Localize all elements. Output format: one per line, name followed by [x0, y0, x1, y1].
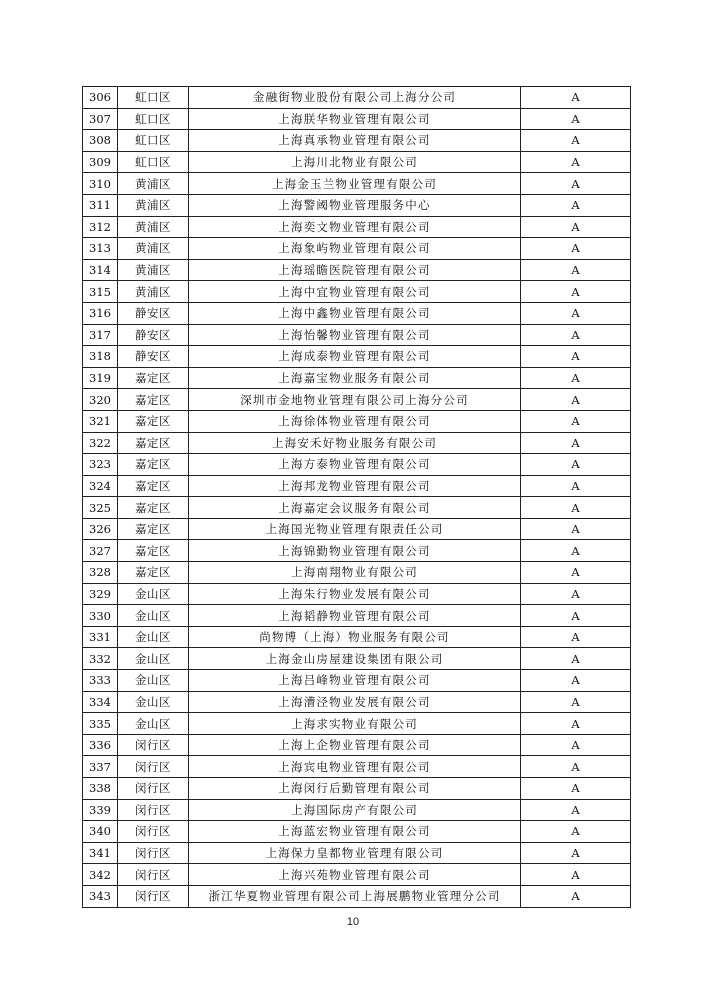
company-name-cell: 上海蓝宏物业管理有限公司	[189, 821, 521, 843]
district-cell: 嘉定区	[118, 389, 189, 411]
grade-cell: A	[521, 302, 631, 324]
district-cell: 虹口区	[118, 151, 189, 173]
table-row	[83, 367, 631, 389]
table-row	[83, 713, 631, 735]
table-row	[83, 194, 631, 216]
grade-cell: A	[521, 108, 631, 130]
company-name-cell: 上海求实物业有限公司	[189, 713, 521, 735]
row-number-cell: 338	[83, 778, 118, 800]
table-row	[83, 130, 631, 152]
district-cell: 金山区	[118, 605, 189, 627]
district-cell: 金山区	[118, 583, 189, 605]
table-row	[83, 475, 631, 497]
grade-cell: A	[521, 367, 631, 389]
rating-table	[82, 86, 631, 908]
table-row	[83, 281, 631, 303]
grade-cell: A	[521, 324, 631, 346]
company-name-cell: 上海真承物业管理有限公司	[189, 130, 521, 152]
row-number-cell: 311	[83, 194, 118, 216]
table-row	[83, 799, 631, 821]
company-name-cell: 上海警阈物业管理服务中心	[189, 194, 521, 216]
grade-cell: A	[521, 778, 631, 800]
district-cell: 黄浦区	[118, 238, 189, 260]
row-number-cell: 329	[83, 583, 118, 605]
grade-cell: A	[521, 87, 631, 109]
row-number-cell: 316	[83, 302, 118, 324]
company-name-cell: 上海安禾好物业服务有限公司	[189, 432, 521, 454]
row-number-cell: 332	[83, 648, 118, 670]
row-number-cell: 326	[83, 518, 118, 540]
grade-cell: A	[521, 389, 631, 411]
district-cell: 闵行区	[118, 778, 189, 800]
row-number-cell: 307	[83, 108, 118, 130]
row-number-cell: 327	[83, 540, 118, 562]
grade-cell: A	[521, 173, 631, 195]
grade-cell: A	[521, 842, 631, 864]
grade-cell: A	[521, 259, 631, 281]
grade-cell: A	[521, 626, 631, 648]
district-cell: 嘉定区	[118, 454, 189, 476]
row-number-cell: 319	[83, 367, 118, 389]
company-name-cell: 上海嘉宝物业服务有限公司	[189, 367, 521, 389]
row-number-cell: 306	[83, 87, 118, 109]
table-row	[83, 302, 631, 324]
company-name-cell: 上海嘉定会议服务有限公司	[189, 497, 521, 519]
district-cell: 闵行区	[118, 821, 189, 843]
district-cell: 黄浦区	[118, 259, 189, 281]
table-row	[83, 259, 631, 281]
row-number-cell: 322	[83, 432, 118, 454]
row-number-cell: 328	[83, 562, 118, 584]
grade-cell: A	[521, 454, 631, 476]
district-cell: 嘉定区	[118, 518, 189, 540]
table-row	[83, 216, 631, 238]
district-cell: 闵行区	[118, 734, 189, 756]
table-row	[83, 432, 631, 454]
grade-cell: A	[521, 281, 631, 303]
company-name-cell: 上海中鑫物业管理有限公司	[189, 302, 521, 324]
row-number-cell: 324	[83, 475, 118, 497]
grade-cell: A	[521, 648, 631, 670]
table-row	[83, 454, 631, 476]
table-row	[83, 87, 631, 109]
grade-cell: A	[521, 734, 631, 756]
district-cell: 嘉定区	[118, 410, 189, 432]
table-row	[83, 648, 631, 670]
grade-cell: A	[521, 885, 631, 907]
company-name-cell: 上海闵行后勤管理有限公司	[189, 778, 521, 800]
company-name-cell: 深圳市金地物业管理有限公司上海分公司	[189, 389, 521, 411]
company-name-cell: 上海吕峰物业管理有限公司	[189, 670, 521, 692]
district-cell: 闵行区	[118, 756, 189, 778]
company-name-cell: 上海方泰物业管理有限公司	[189, 454, 521, 476]
row-number-cell: 313	[83, 238, 118, 260]
table-row	[83, 583, 631, 605]
district-cell: 静安区	[118, 324, 189, 346]
company-name-cell: 上海川北物业有限公司	[189, 151, 521, 173]
district-cell: 嘉定区	[118, 562, 189, 584]
company-name-cell: 上海成泰物业管理有限公司	[189, 346, 521, 368]
row-number-cell: 317	[83, 324, 118, 346]
row-number-cell: 314	[83, 259, 118, 281]
grade-cell: A	[521, 432, 631, 454]
grade-cell: A	[521, 346, 631, 368]
company-name-cell: 金融街物业股份有限公司上海分公司	[189, 87, 521, 109]
grade-cell: A	[521, 670, 631, 692]
district-cell: 金山区	[118, 691, 189, 713]
grade-cell: A	[521, 756, 631, 778]
grade-cell: A	[521, 194, 631, 216]
company-name-cell: 上海宾电物业管理有限公司	[189, 756, 521, 778]
company-name-cell: 上海怡馨物业管理有限公司	[189, 324, 521, 346]
district-cell: 静安区	[118, 302, 189, 324]
row-number-cell: 336	[83, 734, 118, 756]
rating-table-body	[83, 87, 631, 908]
row-number-cell: 312	[83, 216, 118, 238]
row-number-cell: 310	[83, 173, 118, 195]
table-row	[83, 410, 631, 432]
company-name-cell: 上海保力皇都物业管理有限公司	[189, 842, 521, 864]
company-name-cell: 上海韬静物业管理有限公司	[189, 605, 521, 627]
district-cell: 闵行区	[118, 864, 189, 886]
row-number-cell: 321	[83, 410, 118, 432]
table-row	[83, 670, 631, 692]
company-name-cell: 上海锦勤物业管理有限公司	[189, 540, 521, 562]
grade-cell: A	[521, 713, 631, 735]
district-cell: 金山区	[118, 626, 189, 648]
row-number-cell: 337	[83, 756, 118, 778]
company-name-cell: 上海瑶瞻医院管理有限公司	[189, 259, 521, 281]
district-cell: 金山区	[118, 713, 189, 735]
table-row	[83, 540, 631, 562]
table-row	[83, 324, 631, 346]
table-row	[83, 389, 631, 411]
row-number-cell: 325	[83, 497, 118, 519]
district-cell: 黄浦区	[118, 216, 189, 238]
grade-cell: A	[521, 691, 631, 713]
grade-cell: A	[521, 130, 631, 152]
row-number-cell: 334	[83, 691, 118, 713]
table-row	[83, 346, 631, 368]
company-name-cell: 浙江华夏物业管理有限公司上海展鹏物业管理分公司	[189, 885, 521, 907]
grade-cell: A	[521, 540, 631, 562]
district-cell: 嘉定区	[118, 475, 189, 497]
company-name-cell: 上海朕华物业管理有限公司	[189, 108, 521, 130]
table-row	[83, 734, 631, 756]
grade-cell: A	[521, 518, 631, 540]
district-cell: 虹口区	[118, 108, 189, 130]
district-cell: 嘉定区	[118, 432, 189, 454]
company-name-cell: 上海邦龙物业管理有限公司	[189, 475, 521, 497]
table-row	[83, 173, 631, 195]
district-cell: 虹口区	[118, 87, 189, 109]
company-name-cell: 上海中宜物业管理有限公司	[189, 281, 521, 303]
district-cell: 黄浦区	[118, 281, 189, 303]
district-cell: 黄浦区	[118, 194, 189, 216]
row-number-cell: 343	[83, 885, 118, 907]
table-row	[83, 842, 631, 864]
district-cell: 闵行区	[118, 842, 189, 864]
district-cell: 闵行区	[118, 799, 189, 821]
table-row	[83, 497, 631, 519]
district-cell: 静安区	[118, 346, 189, 368]
company-name-cell: 上海奕文物业管理有限公司	[189, 216, 521, 238]
page-number: 10	[346, 916, 360, 928]
table-row	[83, 238, 631, 260]
district-cell: 嘉定区	[118, 367, 189, 389]
row-number-cell: 341	[83, 842, 118, 864]
table-row	[83, 691, 631, 713]
company-name-cell: 上海漕泾物业发展有限公司	[189, 691, 521, 713]
row-number-cell: 339	[83, 799, 118, 821]
company-name-cell: 上海金玉兰物业管理有限公司	[189, 173, 521, 195]
row-number-cell: 333	[83, 670, 118, 692]
row-number-cell: 330	[83, 605, 118, 627]
grade-cell: A	[521, 799, 631, 821]
table-row	[83, 885, 631, 907]
row-number-cell: 320	[83, 389, 118, 411]
row-number-cell: 331	[83, 626, 118, 648]
grade-cell: A	[521, 864, 631, 886]
table-row	[83, 605, 631, 627]
grade-cell: A	[521, 605, 631, 627]
table-row	[83, 864, 631, 886]
row-number-cell: 308	[83, 130, 118, 152]
company-name-cell: 上海朱行物业发展有限公司	[189, 583, 521, 605]
row-number-cell: 335	[83, 713, 118, 735]
grade-cell: A	[521, 821, 631, 843]
grade-cell: A	[521, 583, 631, 605]
table-row	[83, 518, 631, 540]
grade-cell: A	[521, 410, 631, 432]
company-name-cell: 上海国光物业管理有限责任公司	[189, 518, 521, 540]
company-name-cell: 尚物博（上海）物业服务有限公司	[189, 626, 521, 648]
district-cell: 嘉定区	[118, 540, 189, 562]
grade-cell: A	[521, 497, 631, 519]
district-cell: 黄浦区	[118, 173, 189, 195]
district-cell: 嘉定区	[118, 497, 189, 519]
table-row	[83, 778, 631, 800]
row-number-cell: 318	[83, 346, 118, 368]
table-row	[83, 626, 631, 648]
grade-cell: A	[521, 151, 631, 173]
table-row	[83, 756, 631, 778]
district-cell: 闵行区	[118, 885, 189, 907]
grade-cell: A	[521, 238, 631, 260]
row-number-cell: 340	[83, 821, 118, 843]
grade-cell: A	[521, 475, 631, 497]
row-number-cell: 315	[83, 281, 118, 303]
district-cell: 虹口区	[118, 130, 189, 152]
company-name-cell: 上海金山房屋建设集团有限公司	[189, 648, 521, 670]
row-number-cell: 323	[83, 454, 118, 476]
company-name-cell: 上海上企物业管理有限公司	[189, 734, 521, 756]
table-row	[83, 562, 631, 584]
table-row	[83, 821, 631, 843]
district-cell: 金山区	[118, 648, 189, 670]
company-name-cell: 上海象屿物业管理有限公司	[189, 238, 521, 260]
district-cell: 金山区	[118, 670, 189, 692]
grade-cell: A	[521, 562, 631, 584]
table-row	[83, 108, 631, 130]
row-number-cell: 342	[83, 864, 118, 886]
company-name-cell: 上海国际房产有限公司	[189, 799, 521, 821]
row-number-cell: 309	[83, 151, 118, 173]
table-row	[83, 151, 631, 173]
company-name-cell: 上海兴苑物业管理有限公司	[189, 864, 521, 886]
company-name-cell: 上海徐体物业管理有限公司	[189, 410, 521, 432]
grade-cell: A	[521, 216, 631, 238]
company-name-cell: 上海南翔物业有限公司	[189, 562, 521, 584]
